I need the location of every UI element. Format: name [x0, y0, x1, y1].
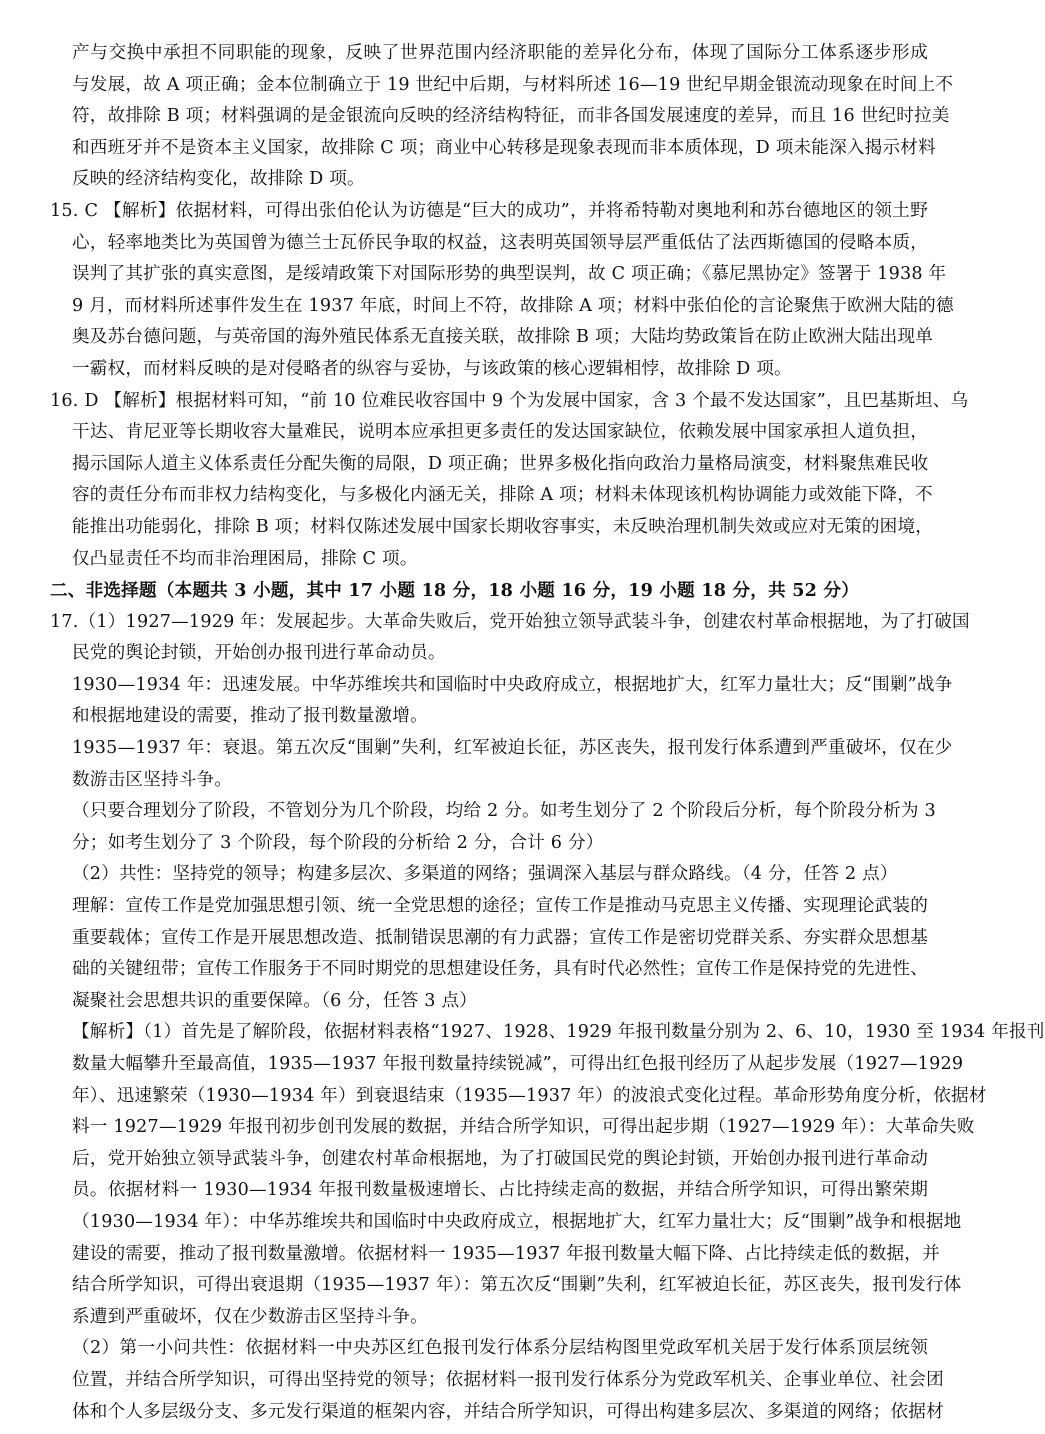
text-line: 二、非选择题（本题共 3 小题，其中 17 小题 18 分，18 小题 16 分，19 小题 18 分，共 52 分） [50, 580, 859, 602]
text-line: 数量大幅攀升至最高值，1935—1937 年报刊数量持续锐减”，可得出红色报刊经历了从起步发展（1927—1929 [72, 1054, 964, 1074]
text-line: （2）共性：坚持党的领导；构建多层次、多渠道的网络；强调深入基层与群众路线。（4 分，任答 2 点） [72, 864, 898, 885]
text-line: 1930—1934 年：迅速发展。中华苏维埃共和国临时中央政府成立，根据地扩大，红军力量壮大；反“围剿”战争 [72, 674, 953, 695]
text-line: 员。依据材料一 1930—1934 年报刊数量极速增长、占比持续走高的数据，并结合所学知识，可得出繁荣期 [72, 1180, 928, 1201]
text-line: （1930—1934 年）：中华苏维埃共和国临时中央政府成立，根据地扩大，红军力量壮大；反“围剿”战争和根据地 [72, 1211, 962, 1232]
text-line: 心，轻率地类比为英国曾为德兰士瓦侨民争取的权益，这表明英国领导层严重低估了法西斯德国的侵略本质， [72, 232, 928, 253]
text-line: （只要合理划分了阶段，不管划分为几个阶段，均给 2 分。如考生划分了 2 个阶段后分析，每个阶段分析为 3 [72, 801, 936, 822]
text-line: 1935—1937 年：衰退。第五次反“围剿”失利，红军被迫长征，苏区丧失，报刊发行体系遭到严重破坏，仅在少 [72, 738, 953, 759]
text-line: 民党的舆论封锁，开始创办报刊进行革命动员。 [72, 643, 446, 664]
text-line: 凝聚社会思想共识的重要保障。（6 分，任答 3 点） [72, 990, 478, 1011]
text-line: 理解：宣传工作是党加强思想引领、统一全党思想的途径；宣传工作是推动马克思主义传播、实现理论武装的 [72, 896, 928, 917]
text-line: 揭示国际人道主义体系责任分配失衡的局限，D 项正确；世界多极化指向政治力量格局演变，材料聚焦难民收 [72, 453, 929, 474]
text-line: 16. D 【解析】根据材料可知，“前 10 位难民收容国中 9 个为发展中国家，含 3 个最不发达国家”，且巴基斯坦、乌 [50, 390, 969, 411]
text-line: 干达、肯尼亚等长期收容大量难民，说明本应承担更多责任的发达国家缺位，依赖发展中国家承担人道负担， [72, 422, 928, 443]
text-line: 9 月，而材料所述事件发生在 1937 年底，时间上不符，故排除 A 项；材料中张伯伦的言论聚焦于欧洲大陆的德 [72, 295, 954, 316]
text-line: 建设的需要，推动了报刊数量激增。依据材料一 1935—1937 年报刊数量大幅下降、占比持续走低的数据，并 [72, 1243, 940, 1264]
text-line: 【解析】（1）首先是了解阶段，依据材料表格“1927、1928、1929 年报刊数量分别为 2、6、10，1930 至 1934 年报刊 [72, 1022, 1045, 1043]
text-line: 产与交换中承担不同职能的现象，反映了世界范围内经济职能的差异化分布，体现了国际分工体系逐步形成 [72, 43, 928, 63]
text-line: 结合所学知识，可得出衰退期（1935—1937 年）：第五次反“围剿”失利，红军被迫长征，苏区丧失，报刊发行体 [72, 1275, 962, 1296]
text-line: 容的责任分布而非权力结构变化，与多极化内涵无关，排除 A 项；材料未体现该机构协调能力或效能下降，不 [72, 485, 933, 506]
text-line: 一霸权，而材料反映的是对侵略者的纵容与妥协，与该政策的核心逻辑相悖，故排除 D 项。 [72, 358, 792, 379]
text-line: 15. C 【解析】依据材料，可得出张伯伦认为访德是“巨大的成功”，并将希特勒对奥地利和苏台德地区的领土野 [50, 200, 928, 221]
text-line: （2）第一小问共性：依据材料一中央苏区红色报刊发行体系分层结构图里党政军机关居于发行体系顶层统领 [72, 1338, 928, 1359]
text-line: 体和个人多层级分支、多元发行渠道的框架内容，并结合所学知识，可得出构建多层次、多渠道的网络；依据材 [72, 1401, 944, 1422]
text-line: 与发展，故 A 项正确；金本位制确立于 19 世纪中后期，与材料所述 16—19 世纪早期金银流动现象在时间上不 [72, 74, 954, 95]
text-line: 后，党开始独立领导武装斗争，创建农村革命根据地，为了打破国民党的舆论封锁，开始创办报刊进行革命动 [72, 1148, 928, 1169]
text-line: 数游击区坚持斗争。 [72, 769, 233, 790]
text-line: 17.（1）1927—1929 年：发展起步。大革命失败后，党开始独立领导武装斗争，创建农村革命根据地，为了打破国 [50, 611, 970, 632]
text-line: 和西班牙并不是资本主义国家，故排除 C 项；商业中心转移是现象表现而非本质体现，D 项未能深入揭示材料 [72, 137, 936, 158]
text-line: 仅凸显责任不均而非治理困局，排除 C 项。 [72, 548, 418, 569]
text-line: 础的关键纽带；宣传工作服务于不同时期党的思想建设任务，具有时代必然性；宣传工作是保持党的先进性、 [72, 959, 928, 980]
text-line: 系遭到严重破坏，仅在少数游击区坚持斗争。 [72, 1306, 428, 1327]
text-line: 能推出功能弱化，排除 B 项；材料仅陈述发展中国家长期收容事实，未反映治理机制失效或应对无策的困境， [72, 516, 934, 537]
text-line: 误判了其扩张的真实意图，是绥靖政策下对国际形势的典型误判，故 C 项正确；《慕尼黑协定》签署于 1938 年 [72, 264, 947, 285]
text-line: 料一 1927—1929 年报刊初步创刊发展的数据，并结合所学知识，可得出起步期（1927—1929 年）：大革命失败 [72, 1117, 975, 1138]
text-line: 分；如考生划分了 3 个阶段，每个阶段的分析给 2 分，合计 6 分） [72, 832, 604, 853]
text-line: 符，故排除 B 项；材料强调的是金银流向反映的经济结构特征，而非各国发展速度的差异，而且 16 世纪时拉美 [72, 106, 950, 127]
text-line: 反映的经济结构变化，故排除 D 项。 [72, 169, 365, 190]
text-line: 奥及苏台德问题，与英帝国的海外殖民体系无直接关联，故排除 B 项；大陆均势政策旨在防止欧洲大陆出现单 [72, 327, 934, 348]
text-line: 和根据地建设的需要，推动了报刊数量激增。 [72, 706, 428, 727]
text-line: 位置，并结合所学知识，可得出坚持党的领导；依据材料一报刊发行体系分为党政军机关、企事业单位、社会团 [72, 1369, 944, 1390]
text-line: 重要载体；宣传工作是开展思想改造、抵制错误思潮的有力武器；宣传工作是密切党群关系、夯实群众思想基 [72, 927, 928, 948]
text-line: 年）、迅速繁荣（1930—1934 年）到衰退结束（1935—1937 年）的波浪式变化过程。革命形势角度分析，依据材 [72, 1085, 987, 1106]
